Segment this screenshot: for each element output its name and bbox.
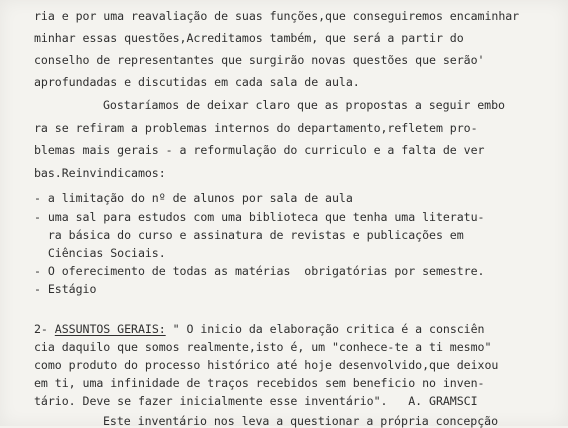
list-item-3: - O oferecimento de todas as matérias obrigatórias por semestre. <box>34 264 485 278</box>
text-line-19: Este inventário nos leva a questionar a própria concepção <box>103 414 499 428</box>
text-line-6: ra se refiram a problemas internos do departamento,refletem pro- <box>34 121 478 135</box>
text-line-2: minhar essas questões,Acreditamos também, que será a partir do <box>34 31 464 45</box>
text-line-8: bas.Reinvindicamos: <box>34 166 166 180</box>
text-line-5: Gostaríamos de deixar claro que as propostas a seguir embo <box>103 98 505 112</box>
text-line-3: conselho de representantes que surgirão novas questões que serão' <box>34 53 485 67</box>
text-line-17: em ti, uma infinidade de traços recebidos sem beneficio no inven- <box>34 376 485 390</box>
list-item-2-cont-1: ra básica do curso e assinatura de revistas e publicações em <box>34 228 464 242</box>
list-item-1: - a limitação do nº de alunos por sala de aula <box>34 191 353 205</box>
section-heading-underlined: ASSUNTOS GERAIS: <box>54 322 166 336</box>
section-heading-line: 2- ASSUNTOS GERAIS: " O inicio da elaboração critica é a consciên <box>34 322 485 336</box>
text-line-7: blemas mais gerais - a reformulação do curriculo e a falta de ver <box>34 143 485 157</box>
text-line-18: tário. Deve se fazer inicialmente esse inventário". A. GRAMSCI <box>34 394 478 408</box>
text-line-16: como produto do processo histórico até hoje desenvolvido,que deixou <box>34 358 499 372</box>
text-line-1: ria e por uma reavaliação de suas funções,que conseguiremos encaminhar <box>34 9 520 23</box>
list-item-4: - Estágio <box>34 282 97 296</box>
list-item-2-cont-2: Ciências Sociais. <box>34 246 166 260</box>
list-item-2: - uma sal para estudos com uma biblioteca que tenha uma literatu- <box>34 210 485 224</box>
text-line-15: cia daquilo que somos realmente,isto é, um "conhece-te a ti mesmo" <box>34 340 492 354</box>
text-line-4: aprofundadas e discutidas em cada sala de aula. <box>34 75 360 89</box>
